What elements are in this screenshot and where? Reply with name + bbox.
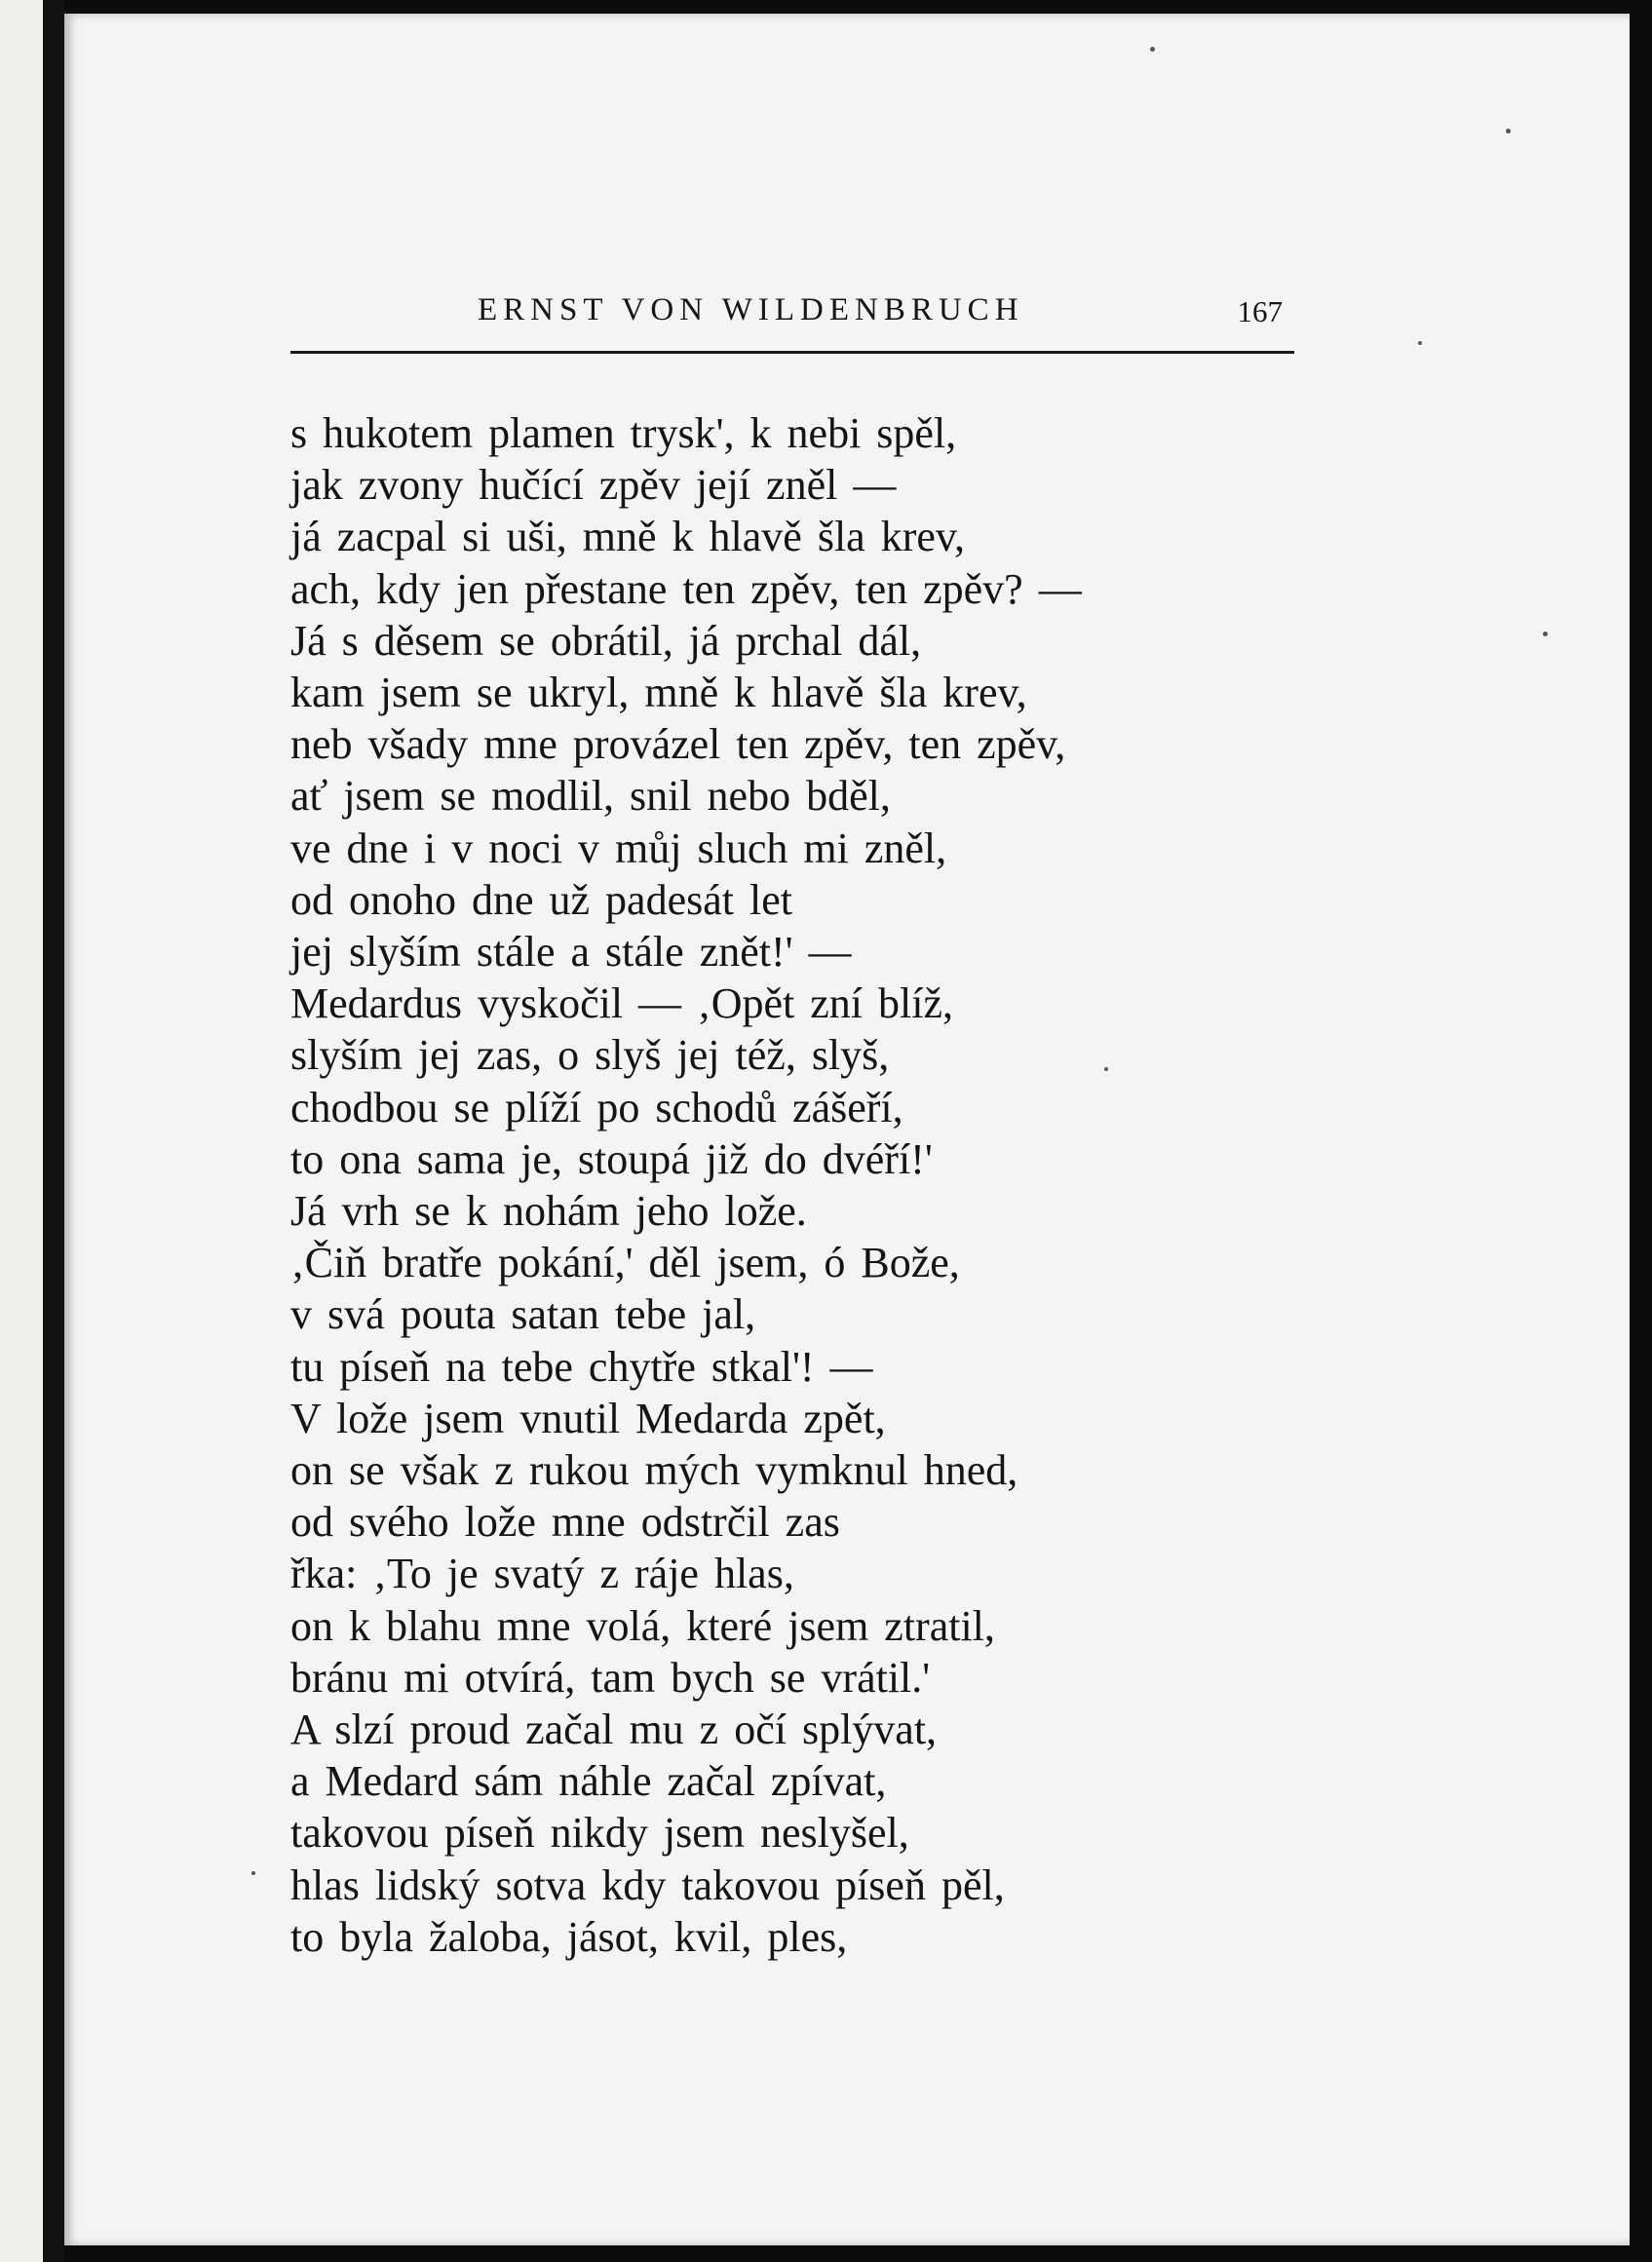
book-gutter (0, 0, 64, 2262)
running-title: ERNST VON WILDENBRUCH (478, 292, 1024, 327)
verse-line: on se však z rukou mých vymknul hned, (290, 1446, 1018, 1495)
verse-line: tu píseň na tebe chytře stkal'! — (290, 1342, 873, 1391)
verse-line: Já s děsem se obrátil, já prchal dál, (290, 616, 922, 665)
verse-line: to byla žaloba, jásot, kvil, ples, (290, 1912, 848, 1961)
verse-line: v svá pouta satan tebe jal, (290, 1290, 756, 1339)
verse-line: to ona sama je, stoupá již do dvéří!' (290, 1134, 933, 1183)
verse-line: jak zvony hučící zpěv její zněl — (290, 461, 897, 510)
verse-line: od svého lože mne odstrčil zas (290, 1498, 840, 1547)
verse-line: kam jsem se ukryl, mně k hlavě šla krev, (290, 669, 1027, 717)
verse-line: ať jsem se modlil, snil nebo bděl, (290, 772, 891, 821)
verse-line: a Medard sám náhle začal zpívat, (290, 1757, 887, 1806)
verse-line: V lože jsem vnutil Medarda zpět, (290, 1394, 886, 1442)
verse-line: A slzí proud začal mu z očí splývat, (290, 1706, 938, 1754)
paper-speck (1150, 47, 1155, 52)
verse-line: bránu mi otvírá, tam bych se vrátil.' (290, 1653, 931, 1702)
verse-line: já zacpal si uši, mně k hlavě šla krev, (290, 513, 966, 561)
verse-line: jej slyším stále a stále znět!' — (290, 928, 852, 977)
verse-line: Medardus vyskočil — ‚Opět zní blíž, (290, 979, 953, 1028)
paper-speck (1104, 1067, 1108, 1071)
verse-line: od onoho dne už padesát let (290, 875, 792, 924)
page-number: 167 (1237, 294, 1283, 328)
verse-line: ‚Čiň bratře pokání,' děl jsem, ó Bože, (290, 1239, 960, 1287)
poem-text (290, 407, 1343, 1963)
paper-speck (251, 1871, 255, 1875)
verse-line: s hukotem plamen trysk', k nebi spěl, (290, 409, 957, 457)
paper-speck (1506, 129, 1511, 134)
verse-line: ve dne i v noci v můj sluch mi zněl, (290, 824, 947, 872)
paper-speck (1543, 632, 1548, 636)
verse-line: řka: ‚To je svatý z ráje hlas, (290, 1550, 794, 1598)
page-header (290, 273, 1294, 354)
verse-line: chodbou se plíží po schodů zášeří, (290, 1083, 903, 1131)
verse-line: neb všady mne provázel ten zpěv, ten zpěv, (290, 720, 1066, 769)
paper-speck (1418, 341, 1422, 345)
verse-line: on k blahu mne volá, které jsem ztratil, (290, 1601, 995, 1650)
verse-line: takovou píseň nikdy jsem neslyšel, (290, 1809, 909, 1858)
page-edge-shadow (43, 0, 64, 2262)
verse-line: slyším jej zas, o slyš jej též, slyš, (290, 1031, 890, 1080)
verse-line: hlas lidský sotva kdy takovou píseň pěl, (290, 1860, 1005, 1909)
verse-line: Já vrh se k nohám jeho lože. (290, 1187, 807, 1236)
verse-line: ach, kdy jen přestane ten zpěv, ten zpěv? — (290, 564, 1082, 613)
